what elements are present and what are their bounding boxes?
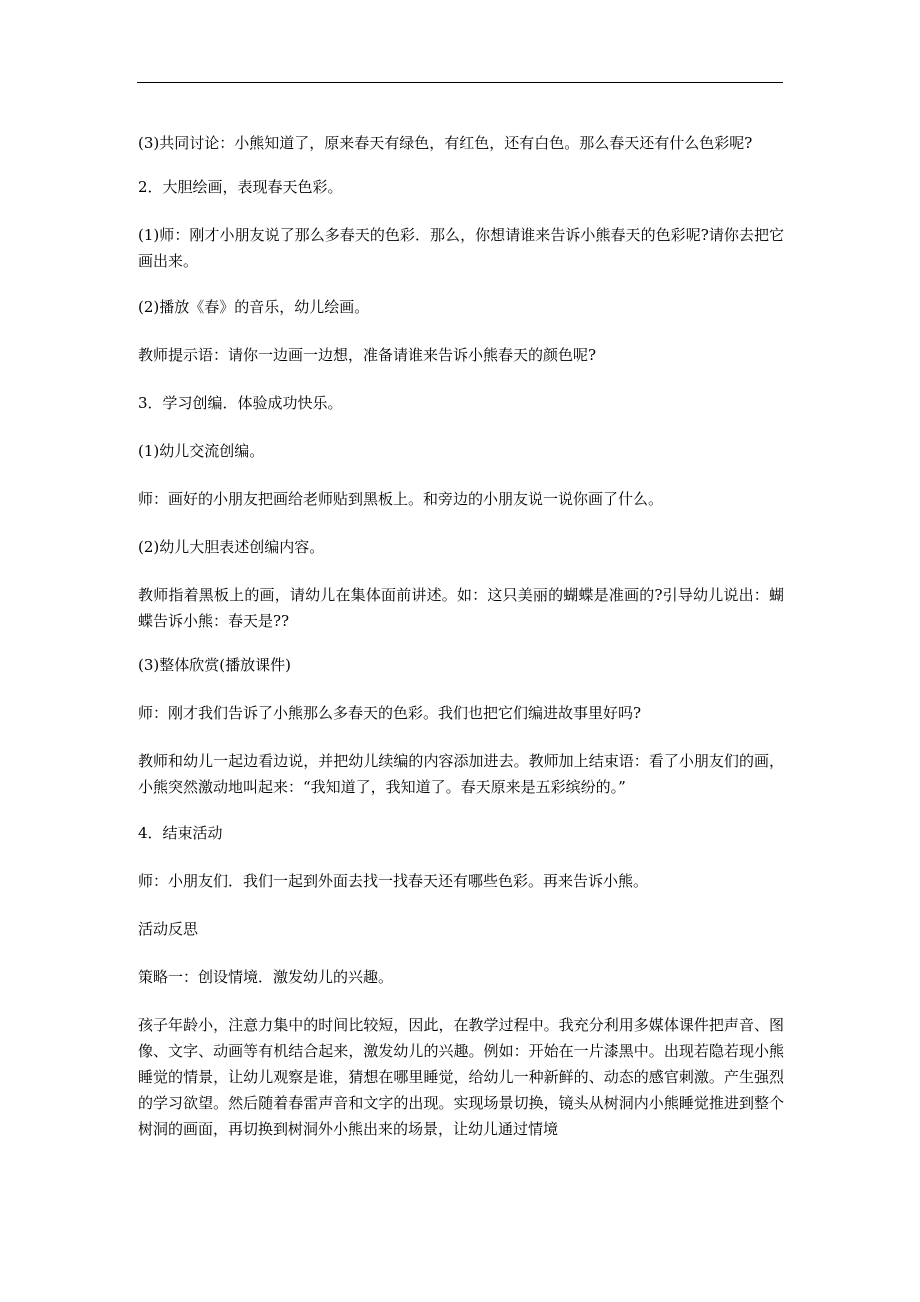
paragraph-appreciate: (3)整体欣赏(播放课件) — [138, 656, 291, 674]
paragraph-strategy-one: 策略一：创设情境．激发幼儿的兴趣。 — [138, 968, 394, 986]
paragraph-exchange: (1)幼儿交流创编。 — [138, 442, 265, 460]
paragraph-post-drawings: 师：画好的小朋友把画给老师贴到黑板上。和旁边的小朋友说一说你画了什么。 — [138, 490, 664, 508]
header-divider — [137, 82, 783, 83]
paragraph-strategy-detail: 孩子年龄小，注意力集中的时间比较短，因此，在教学过程中。我充分利用多媒体课件把声音、图像、文字、动画等有机结合起来，激发幼儿的兴趣。例如：开始在一片漆黑中。出现若隐若现小熊睡觉的情景，让幼儿观察是谁，猜想在哪里睡觉，给幼儿一种新鲜的、动态的感官刺激。产生强烈的学习欲望。然后随着春雷声音和文字的出现。实现场景切换，镜头从树洞内小熊睡觉推进到整个树洞的画面，再切换到树洞外小熊出来的场景，让幼儿通过情境 — [138, 1016, 784, 1138]
paragraph-narrate: 教师指着黑板上的画，请幼儿在集体面前讲述。如：这只美丽的蝴蝶是准画的?引导幼儿说出：蝴蝶告诉小熊：春天是?? — [138, 586, 784, 630]
paragraph-go-outside: 师：小朋友们．我们一起到外面去找一找春天还有哪些色彩。再来告诉小熊。 — [138, 872, 649, 890]
paragraph-teacher-hint: 教师提示语：请你一边画一边想，准备请谁来告诉小熊春天的颜色呢? — [138, 346, 597, 364]
paragraph-story: 师：刚才我们告诉了小熊那么多春天的色彩。我们也把它们编进故事里好吗? — [138, 704, 642, 722]
section-heading-3: 3．学习创编．体验成功快乐。 — [138, 394, 343, 412]
paragraph-music-drawing: (2)播放《春》的音乐，幼儿绘画。 — [138, 298, 370, 316]
paragraph-teacher-prompt: (1)师：刚才小朋友说了那么多春天的色彩．那么，你想请谁来告诉小熊春天的色彩呢?请你去把它画出来。 — [138, 226, 784, 270]
paragraph-ending: 教师和幼儿一起边看边说，并把幼儿续编的内容添加进去。教师加上结束语：看了小朋友们的画，小熊突然激动地叫起来：“我知道了，我知道了。春天原来是五彩缤纷的。” — [138, 752, 784, 796]
document-body — [138, 130, 784, 1142]
section-heading-reflection: 活动反思 — [138, 920, 199, 938]
section-heading-2: 2．大胆绘画，表现春天色彩。 — [138, 178, 343, 196]
section-heading-4: 4．结束活动 — [138, 824, 223, 842]
paragraph-describe: (2)幼儿大胆表述创编内容。 — [138, 538, 325, 556]
paragraph-discussion: (3)共同讨论：小熊知道了，原来春天有绿色，有红色，还有白色。那么春天还有什么色彩呢? — [138, 134, 753, 152]
